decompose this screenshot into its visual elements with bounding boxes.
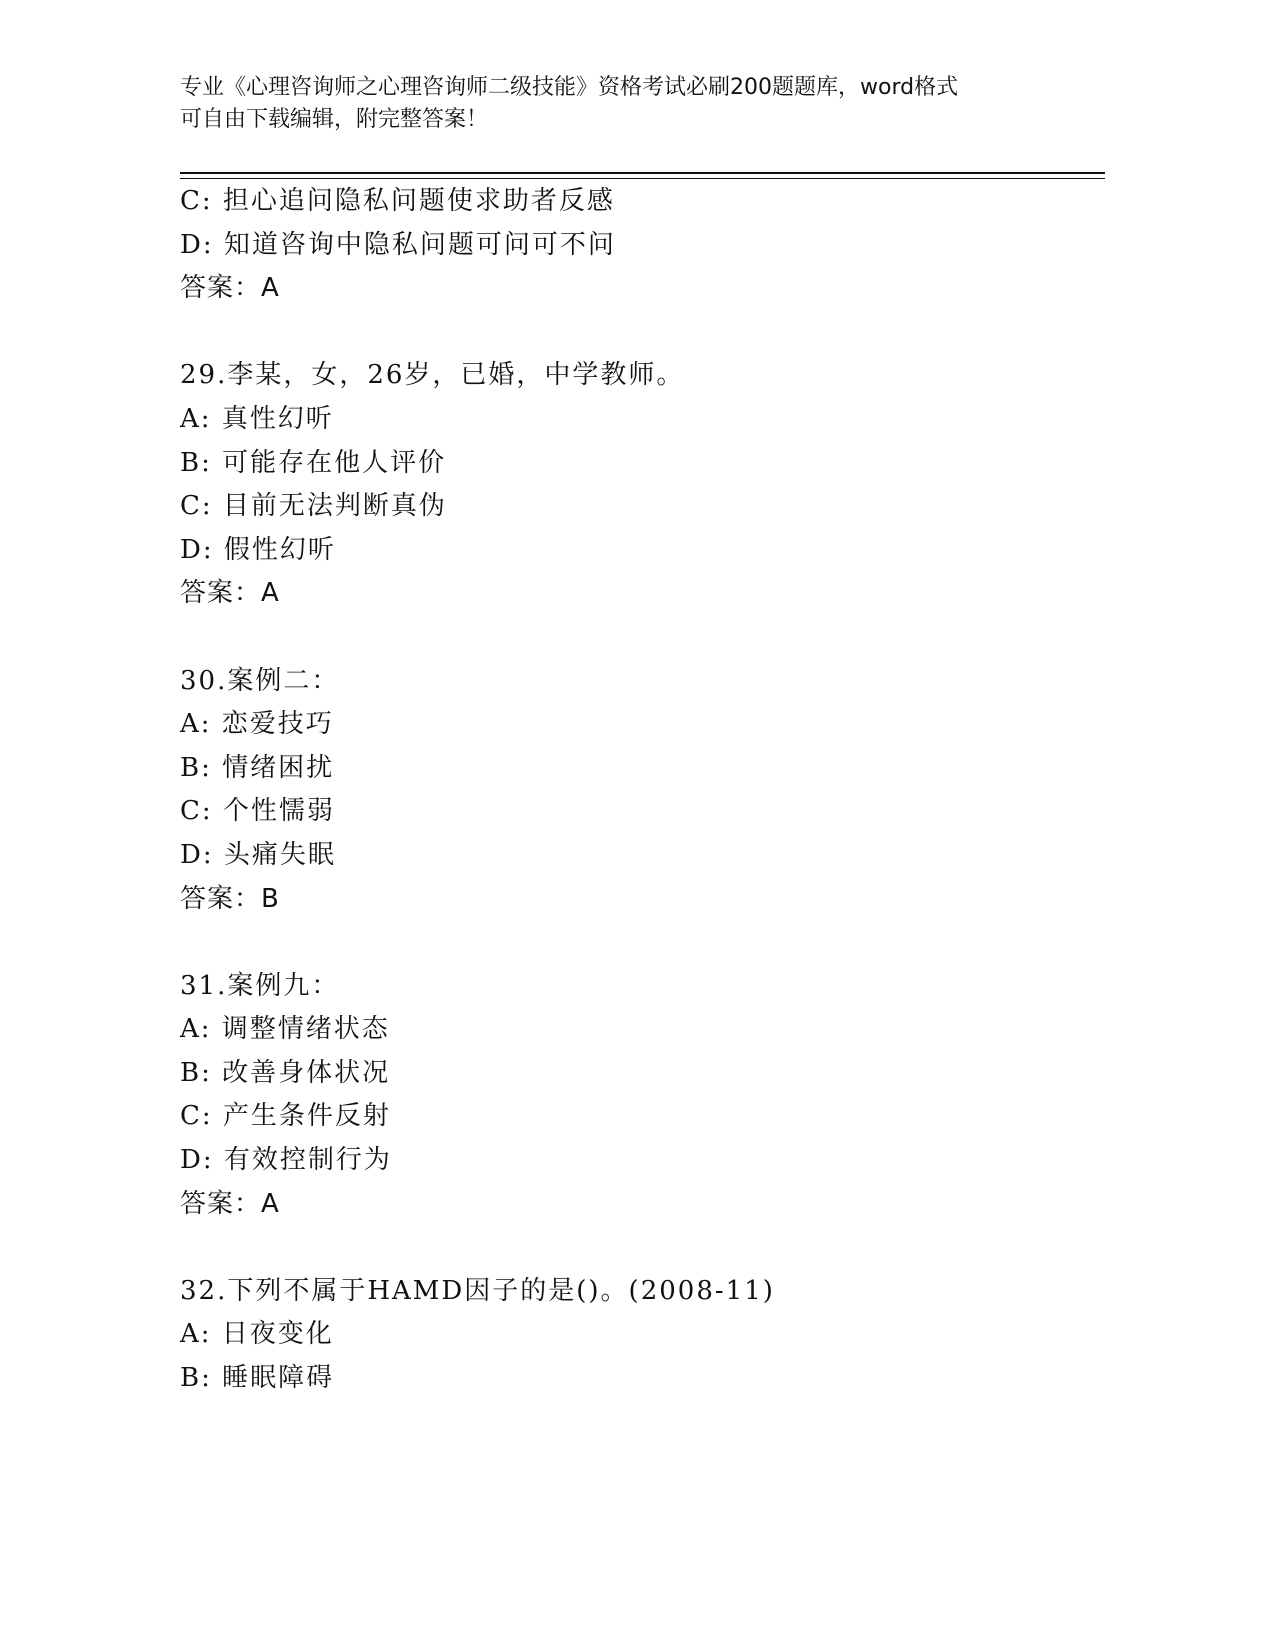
header-divider-thick bbox=[180, 172, 1105, 174]
option-item: D: 知道咨询中隐私问题可问可不问 bbox=[180, 229, 616, 260]
document-header bbox=[180, 72, 1060, 136]
answer-line: 答案：A bbox=[180, 578, 280, 609]
question-stem: 29.李某，女，26岁，已婚，中学教师。 bbox=[180, 360, 685, 391]
question-list bbox=[180, 180, 1080, 1401]
header-line-2: 可自由下载编辑，附完整答案！ bbox=[180, 107, 489, 132]
option-item: D: 有效控制行为 bbox=[180, 1145, 392, 1176]
option-item: B: 情绪困扰 bbox=[180, 752, 335, 783]
option-item: A: 调整情绪状态 bbox=[180, 1014, 390, 1045]
option-item: A: 真性幻听 bbox=[180, 403, 334, 434]
option-item: B: 可能存在他人评价 bbox=[180, 447, 447, 478]
option-item: C: 目前无法判断真伪 bbox=[180, 491, 447, 522]
header-line-1: 专业《心理咨询师之心理咨询师二级技能》资格考试必刷200题题库，word格式 bbox=[180, 75, 959, 100]
block-spacer bbox=[180, 921, 1080, 965]
question-stem: 32.下列不属于HAMD因子的是()。(2008-11) bbox=[180, 1275, 775, 1306]
option-item: B: 改善身体状况 bbox=[180, 1057, 391, 1088]
block-spacer bbox=[180, 311, 1080, 355]
answer-line: 答案：A bbox=[180, 273, 280, 304]
answer-line: 答案：A bbox=[180, 1188, 280, 1219]
option-item: D: 头痛失眠 bbox=[180, 839, 336, 870]
option-item: C: 个性懦弱 bbox=[180, 796, 335, 827]
option-item: A: 恋爱技巧 bbox=[180, 709, 334, 740]
block-spacer bbox=[180, 1226, 1080, 1270]
option-item: D: 假性幻听 bbox=[180, 534, 336, 565]
question-stem: 30.案例二： bbox=[180, 665, 340, 696]
option-item: C: 产生条件反射 bbox=[180, 1101, 391, 1132]
question-stem: 31.案例九： bbox=[180, 970, 340, 1001]
header-divider-thin bbox=[180, 178, 1105, 179]
option-item: B: 睡眠障碍 bbox=[180, 1363, 335, 1394]
option-item: C: 担心追问隐私问题使求助者反感 bbox=[180, 186, 615, 216]
block-spacer bbox=[180, 616, 1080, 660]
answer-line: 答案：B bbox=[180, 883, 280, 914]
option-item: A: 日夜变化 bbox=[180, 1319, 334, 1350]
